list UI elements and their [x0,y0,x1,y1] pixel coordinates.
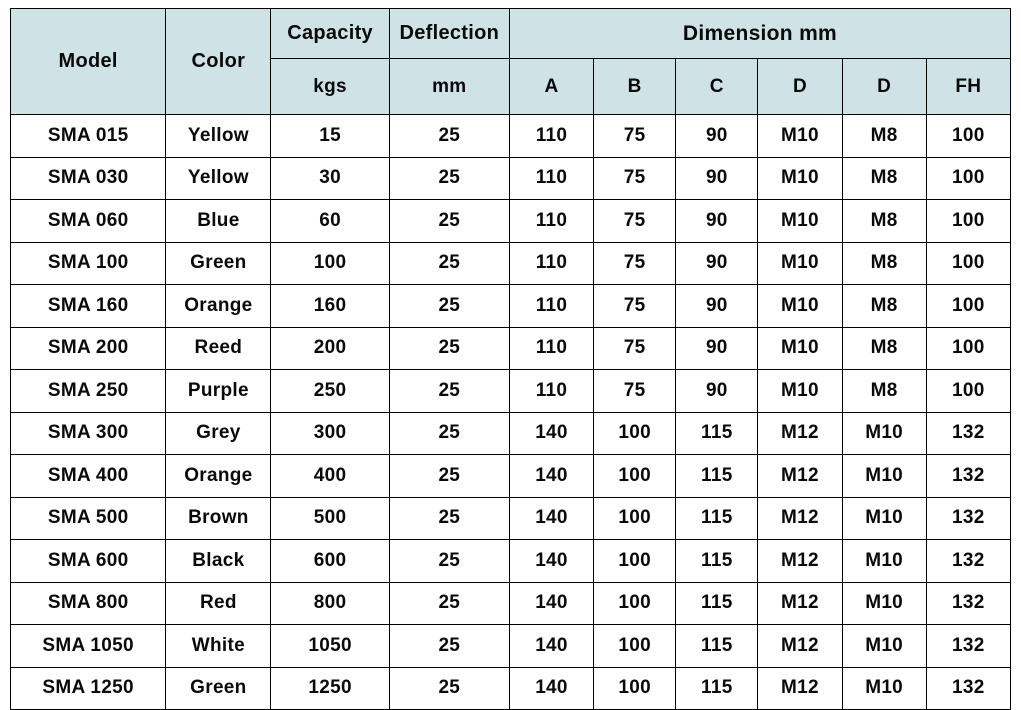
cell-model: SMA 100 [11,242,166,285]
cell-capacity: 15 [271,115,389,158]
cell-color: Grey [166,412,271,455]
table-row [11,242,1011,285]
cell-dim-b: 100 [594,497,676,540]
cell-color: Red [166,582,271,625]
table-row [11,157,1011,200]
cell-color: Orange [166,285,271,328]
cell-capacity: 800 [271,582,389,625]
header-dim-d2: D [842,59,926,115]
cell-dim-b: 100 [594,412,676,455]
header-model: Model [11,9,166,115]
cell-capacity: 400 [271,455,389,498]
cell-dim-b: 100 [594,455,676,498]
cell-dim-c: 115 [676,582,758,625]
cell-dim-fh: 132 [926,582,1010,625]
cell-dim-b: 100 [594,582,676,625]
table-header [11,9,1011,115]
cell-model: SMA 1250 [11,667,166,710]
header-row-main [11,9,1011,59]
table-body [11,115,1011,710]
cell-dim-a: 140 [509,625,593,668]
specification-table [10,8,1011,710]
cell-color: Yellow [166,115,271,158]
cell-model: SMA 1050 [11,625,166,668]
cell-dim-d2: M8 [842,327,926,370]
table-row [11,625,1011,668]
cell-dim-b: 75 [594,200,676,243]
cell-dim-c: 90 [676,242,758,285]
cell-dim-d1: M10 [758,157,842,200]
cell-capacity: 1250 [271,667,389,710]
cell-dim-fh: 100 [926,115,1010,158]
header-dim-c: C [676,59,758,115]
table-row [11,497,1011,540]
cell-dim-d1: M10 [758,370,842,413]
cell-dim-a: 110 [509,115,593,158]
cell-dim-fh: 100 [926,200,1010,243]
cell-dim-fh: 100 [926,327,1010,370]
cell-dim-d1: M10 [758,285,842,328]
cell-dim-d1: M10 [758,327,842,370]
cell-deflection: 25 [389,285,509,328]
header-deflection: Deflection [389,9,509,59]
cell-deflection: 25 [389,455,509,498]
cell-dim-d2: M8 [842,157,926,200]
cell-color: Reed [166,327,271,370]
cell-model: SMA 060 [11,200,166,243]
cell-dim-a: 140 [509,455,593,498]
cell-dim-fh: 100 [926,157,1010,200]
cell-dim-d1: M12 [758,667,842,710]
cell-model: SMA 250 [11,370,166,413]
header-capacity-unit: kgs [271,59,389,115]
cell-deflection: 25 [389,497,509,540]
table-row [11,200,1011,243]
cell-model: SMA 160 [11,285,166,328]
cell-model: SMA 400 [11,455,166,498]
cell-dim-d1: M10 [758,115,842,158]
header-capacity: Capacity [271,9,389,59]
cell-dim-c: 90 [676,327,758,370]
cell-dim-c: 115 [676,412,758,455]
cell-color: Orange [166,455,271,498]
cell-dim-c: 115 [676,625,758,668]
cell-dim-d2: M10 [842,455,926,498]
header-dim-fh: FH [926,59,1010,115]
cell-dim-c: 90 [676,115,758,158]
cell-capacity: 60 [271,200,389,243]
cell-dim-b: 75 [594,285,676,328]
cell-dim-fh: 132 [926,497,1010,540]
table-row [11,370,1011,413]
cell-dim-d1: M10 [758,242,842,285]
cell-dim-fh: 132 [926,625,1010,668]
cell-deflection: 25 [389,370,509,413]
cell-dim-c: 115 [676,540,758,583]
cell-deflection: 25 [389,412,509,455]
cell-dim-a: 110 [509,200,593,243]
table-row [11,582,1011,625]
cell-dim-d2: M8 [842,242,926,285]
cell-dim-d1: M12 [758,455,842,498]
cell-dim-d1: M12 [758,625,842,668]
cell-dim-fh: 132 [926,412,1010,455]
cell-deflection: 25 [389,327,509,370]
cell-capacity: 160 [271,285,389,328]
cell-dim-a: 110 [509,242,593,285]
cell-dim-b: 75 [594,327,676,370]
cell-deflection: 25 [389,540,509,583]
cell-dim-c: 90 [676,157,758,200]
cell-model: SMA 300 [11,412,166,455]
cell-capacity: 1050 [271,625,389,668]
cell-capacity: 600 [271,540,389,583]
cell-dim-a: 140 [509,540,593,583]
cell-dim-fh: 100 [926,242,1010,285]
table-row [11,327,1011,370]
cell-color: Yellow [166,157,271,200]
header-dim-b: B [594,59,676,115]
cell-deflection: 25 [389,115,509,158]
header-dimension: Dimension mm [509,9,1010,59]
cell-deflection: 25 [389,200,509,243]
cell-dim-fh: 100 [926,285,1010,328]
cell-dim-b: 75 [594,115,676,158]
cell-dim-a: 110 [509,285,593,328]
cell-capacity: 300 [271,412,389,455]
cell-dim-a: 140 [509,667,593,710]
cell-capacity: 30 [271,157,389,200]
table-row [11,412,1011,455]
cell-dim-d2: M8 [842,370,926,413]
header-dim-a: A [509,59,593,115]
cell-dim-d2: M8 [842,200,926,243]
cell-capacity: 250 [271,370,389,413]
header-color: Color [166,9,271,115]
cell-dim-d1: M12 [758,497,842,540]
cell-dim-a: 140 [509,412,593,455]
table-row [11,285,1011,328]
cell-dim-d1: M10 [758,200,842,243]
cell-dim-c: 90 [676,200,758,243]
cell-dim-fh: 132 [926,667,1010,710]
table-row [11,455,1011,498]
cell-capacity: 100 [271,242,389,285]
cell-color: Purple [166,370,271,413]
cell-model: SMA 200 [11,327,166,370]
cell-capacity: 500 [271,497,389,540]
cell-dim-c: 115 [676,455,758,498]
cell-dim-a: 140 [509,582,593,625]
cell-dim-d2: M10 [842,412,926,455]
cell-dim-d2: M10 [842,582,926,625]
cell-dim-d1: M12 [758,540,842,583]
table-row [11,540,1011,583]
cell-dim-d1: M12 [758,412,842,455]
cell-model: SMA 500 [11,497,166,540]
cell-dim-a: 110 [509,157,593,200]
cell-color: White [166,625,271,668]
cell-dim-b: 100 [594,667,676,710]
cell-dim-d2: M8 [842,115,926,158]
table-row [11,667,1011,710]
cell-deflection: 25 [389,667,509,710]
cell-dim-c: 115 [676,667,758,710]
cell-dim-d2: M10 [842,540,926,583]
table-row [11,115,1011,158]
cell-deflection: 25 [389,157,509,200]
cell-dim-b: 75 [594,157,676,200]
cell-deflection: 25 [389,242,509,285]
cell-color: Blue [166,200,271,243]
header-deflection-unit: mm [389,59,509,115]
cell-dim-d2: M10 [842,625,926,668]
cell-dim-a: 110 [509,370,593,413]
cell-dim-c: 90 [676,285,758,328]
cell-model: SMA 600 [11,540,166,583]
cell-dim-c: 90 [676,370,758,413]
cell-deflection: 25 [389,625,509,668]
cell-dim-b: 100 [594,625,676,668]
cell-dim-d2: M10 [842,497,926,540]
cell-dim-a: 140 [509,497,593,540]
cell-dim-d2: M10 [842,667,926,710]
cell-dim-a: 110 [509,327,593,370]
cell-dim-b: 75 [594,370,676,413]
cell-dim-b: 75 [594,242,676,285]
cell-dim-d2: M8 [842,285,926,328]
cell-dim-fh: 132 [926,540,1010,583]
cell-color: Black [166,540,271,583]
cell-dim-fh: 132 [926,455,1010,498]
header-dim-d1: D [758,59,842,115]
cell-color: Green [166,667,271,710]
cell-deflection: 25 [389,582,509,625]
cell-dim-b: 100 [594,540,676,583]
cell-dim-c: 115 [676,497,758,540]
cell-model: SMA 800 [11,582,166,625]
cell-color: Brown [166,497,271,540]
cell-color: Green [166,242,271,285]
cell-dim-fh: 100 [926,370,1010,413]
cell-capacity: 200 [271,327,389,370]
cell-model: SMA 030 [11,157,166,200]
cell-model: SMA 015 [11,115,166,158]
cell-dim-d1: M12 [758,582,842,625]
